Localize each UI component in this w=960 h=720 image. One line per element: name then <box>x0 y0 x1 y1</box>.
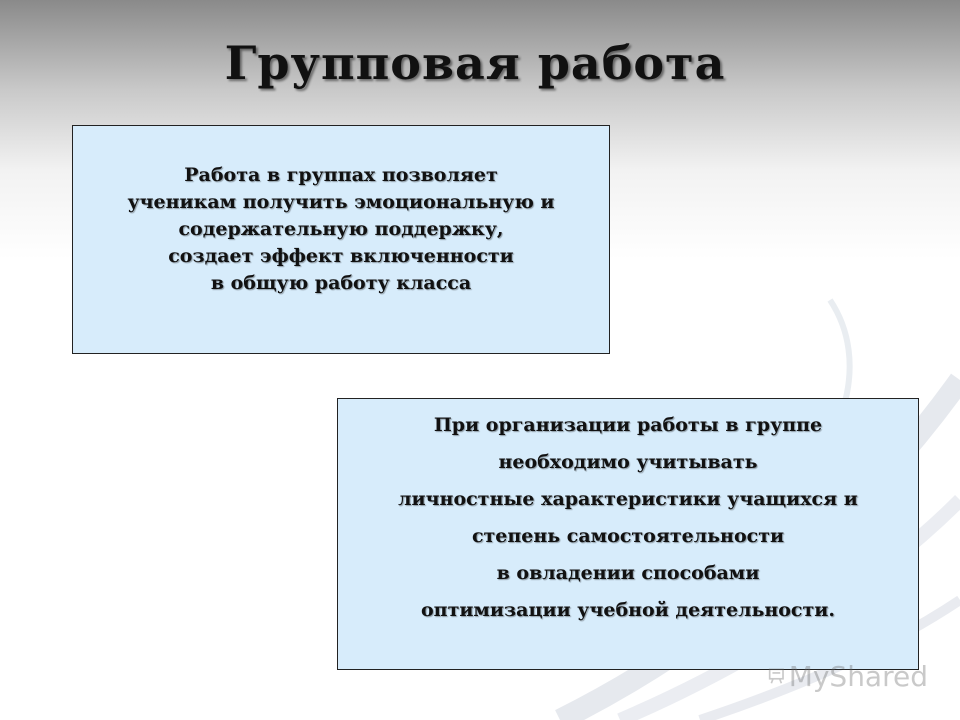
group-organization-box <box>337 398 919 670</box>
box1-line: в общую работу класса <box>210 272 472 294</box>
group-work-benefits-box <box>72 125 610 354</box>
box1-line: Работа в группах позволяет <box>184 164 498 186</box>
box1-line: создает эффект включенности <box>168 245 514 267</box>
box2-line: личностные характеристики учащихся и <box>398 488 858 510</box>
slide-title: Групповая работа <box>224 36 726 90</box>
box2-line: степень самостоятельности <box>471 525 785 547</box>
box2-line: оптимизации учебной деятельности. <box>420 599 835 621</box>
watermark-text: MyShared <box>788 659 928 693</box>
box1-line: содержательную поддержку, <box>178 218 504 240</box>
box1-line: ученикам получить эмоциональную и <box>127 191 555 213</box>
box2-line: в овладении способами <box>496 562 760 584</box>
box2-line: При организации работы в группе <box>433 414 823 436</box>
presentation-board-icon <box>768 661 785 691</box>
box2-line: необходимо учитывать <box>498 451 758 473</box>
watermark <box>768 656 928 696</box>
